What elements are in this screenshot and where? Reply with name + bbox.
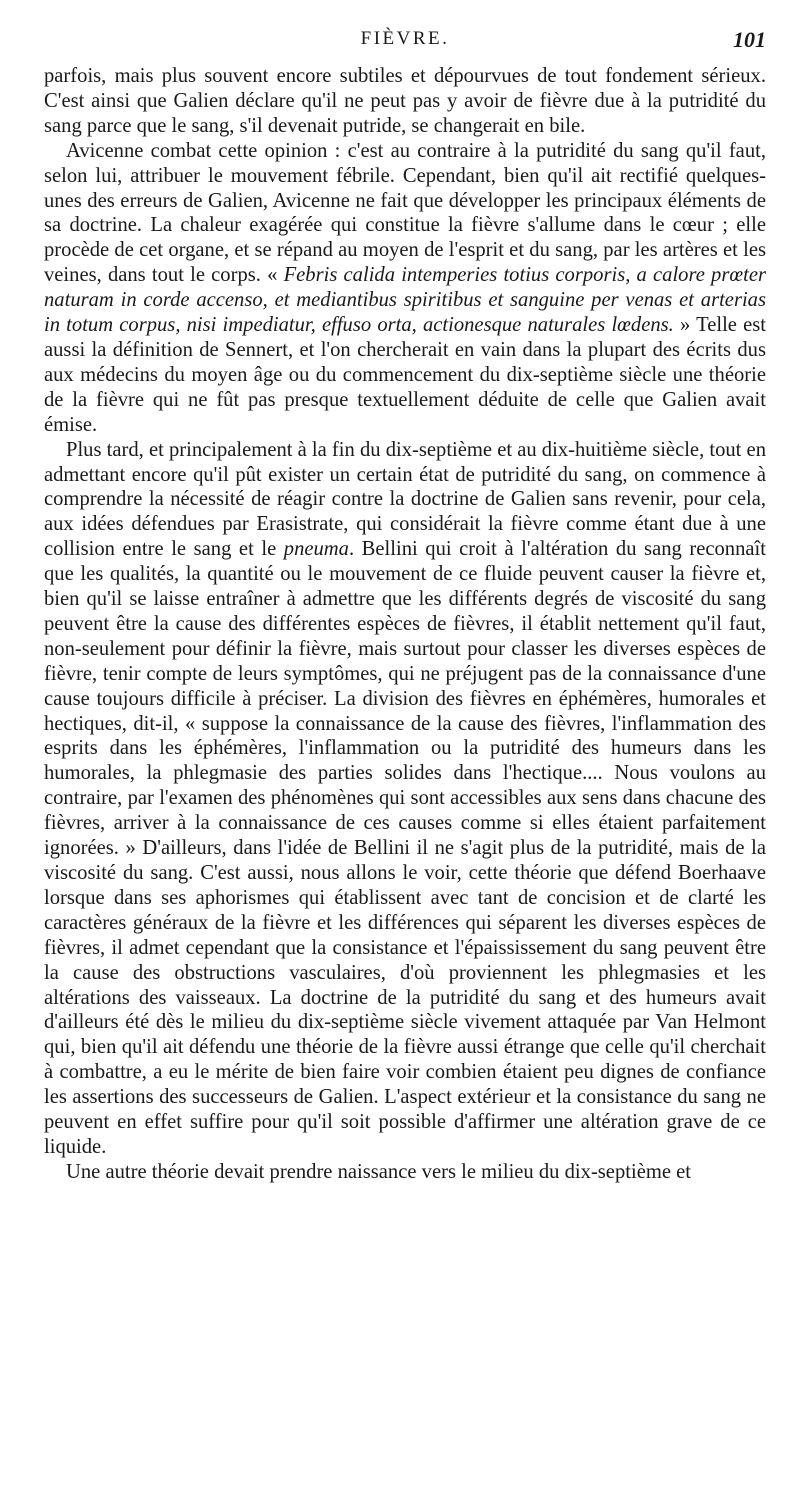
running-header [44,28,766,58]
text-run: » Telle est aussi la définition de Sennert, et l'on chercherait en vain dans la plupart des écrits dus aux médecins du moyen âge ou du commencement du dix-septième siècle une théorie de la fièvre qui ne fût pas presque textuellement déduite de celle que Galien avait émise. [44,314,766,436]
text-run: . Bellini qui croit à l'altération du sang reconnaît que les qualités, la quantité ou le mouvement de ce fluide peuvent causer la fièvre et, bien qu'il se laisse entraîner à admettre que les différents degrés de viscosité du sang peuvent être la cause des différentes espèces de fièvres, il établit nettement qu'il faut, non-seulement pour définir la fièvre, mais surtout pour classer les diverses espèces de fièvre, tenir compte de leurs symptômes, qui ne préjugent pas de la connaissance d'une cause toujours difficile à préciser. La division des fièvres en éphémères, humorales et hectiques, dit-il, « suppose la connaissance de la cause des fièvres, l'inflammation des esprits dans les éphémères, l'inflammation ou la putridité des humeurs dans les humorales, la phlegmasie des parties solides dans l'hectique.... Nous voulons au contraire, par l'examen des phénomènes qui sont accessibles aux sens dans chacune des fièvres, arriver à la connaissance de ces causes comme si elles étaient parfaitement ignorées. » D'ailleurs, dans l'idée de Bellini il ne s'agit plus de la putridité, mais de la viscosité du sang. C'est aussi, nous allons le voir, cette théorie que défend Boerhaave lorsque dans ses aphorismes qui établissent avec tant de concision et de clarté les caractères généraux de la fièvre et les différences qui séparent les diverses espèces de fièvres, il admet cependant que la consistance et l'épaississement du sang peuvent être la cause des obstructions vasculaires, d'où proviennent les phlegmasies et les altérations des vaisseaux. La doctrine de la putridité du sang et des humeurs avait d'ailleurs été dès le milieu du dix-septième siècle vivement attaquée par Van Helmont qui, bien qu'il ait défendu une théorie de la fièvre aussi étrange que celle qu'il cherchait à combattre, a eu le mérite de bien faire voir combien étaient peu dignes de confiance les assertions des successeurs de Galien. L'aspect extérieur et la consistance du sang ne peuvent en effet suffire pour qu'il soit possible d'affirmer une altération grave de ce liquide. [44,538,766,1158]
latin-quotation: Febris calida intemperies totius corporis, a calore prœter naturam in corde accenso, et mediantibus spiritibus et sanguine per venas et arterias in totum corpus, nisi impediatur, effuso orta, actionesque naturales lœdens. [44,264,766,337]
text-run: Avicenne combat cette opinion : c'est au contraire à la putridité du sang qu'il faut, selon lui, attribuer le mouvement fébrile. Cependant, bien qu'il ait rectifié quelques-unes des erreurs de Galien, Avicenne ne fait que développer les principaux éléments de sa doctrine. La chaleur exagérée qui constitue la fièvre s'allume dans le cœur ; elle procède de cet organe, et se répand au moyen de l'esprit et du sang, par les artères et les veines, dans tout le corps. « [44,139,766,287]
page-number: 101 [733,27,766,52]
body-text [44,64,766,1185]
paragraph [44,64,766,139]
paragraph [44,438,766,1160]
text-run: parfois, mais plus souvent encore subtiles et dépourvues de tout fondement sérieux. C'est ainsi que Galien déclare qu'il ne peut pas y avoir de fièvre due à la putridité du sang parce que le sang, s'il devenait putride, se changerait en bile. [44,65,766,137]
text-run: Une autre théorie devait prendre naissance vers le milieu du dix-septième et [66,1160,692,1183]
text-run: Plus tard, et principalement à la fin du dix-septième et au dix-huitième siècle, tout en admettant encore qu'il pût exister un certain état de putridité du sang, on commence à comprendre la nécessité de réagir contre la doctrine de Galien sans revenir, pour cela, aux idées défendues par Erasistrate, qui considérait la fièvre comme étant due à une collision entre le sang et le [44,438,766,561]
italic-term: pneuma [283,538,349,561]
paragraph [44,139,766,438]
running-title: FIÈVRE. [360,28,450,49]
paragraph [44,1160,766,1185]
